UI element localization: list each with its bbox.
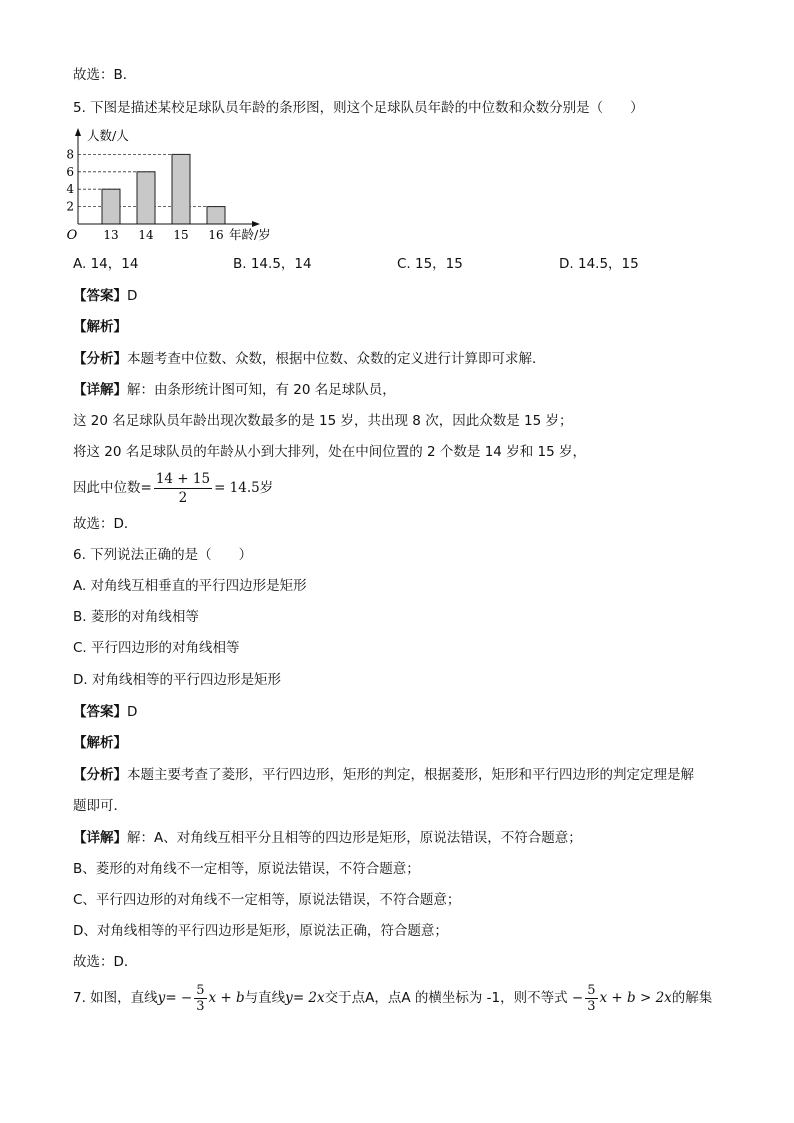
q6-option-b: B. 菱形的对角线相等 <box>73 609 199 625</box>
q7-eq-neg: = − <box>165 990 193 1006</box>
x-tick-label: 16 <box>208 228 224 242</box>
q7-eq2: = 2x <box>292 990 325 1006</box>
q7-text-3: 交于点A，点A 的横坐标为 -1，则不等式 − <box>324 990 584 1006</box>
y-tick-label: 4 <box>66 182 74 197</box>
xiangjie-label: 【详解】 <box>73 830 127 846</box>
q6-fenxi-2: 题即可． <box>73 798 127 814</box>
question-7 <box>73 978 712 1018</box>
q5-answer <box>73 286 137 306</box>
q6-option-c: C. 平行四边形的对角线相等 <box>73 640 240 656</box>
fraction-denominator: 2 <box>178 489 188 506</box>
q7-inequality: x + b > 2x <box>599 990 672 1006</box>
q5-analysis-heading <box>73 317 127 337</box>
q7-fraction <box>194 983 206 1014</box>
q7-y-var-2: y <box>285 990 293 1006</box>
q7-text-4: 的解集 <box>671 990 713 1006</box>
q6-xiangjie-1 <box>73 828 582 848</box>
fenxi-text: 本题主要考查了菱形，平行四边形，矩形的判定，根据菱形，矩形和平行四边形的判定定理是解 <box>127 767 694 783</box>
y-axis-title: 人数/人 <box>87 128 129 143</box>
question-6: 6. 下列说法正确的是（ ） <box>73 547 253 563</box>
x-axis-title: 年龄/岁 <box>229 227 271 242</box>
q5-xiangjie-1 <box>73 380 396 400</box>
x-tick-label: 14 <box>138 228 154 242</box>
q7-text-1: 7. 如图，直线 <box>73 990 158 1006</box>
fenxi-label: 【分析】 <box>73 767 127 783</box>
q7-fraction-numerator: 5 <box>196 982 205 998</box>
y-tick-label: 8 <box>66 147 74 162</box>
q5-option-a: A. 14，14 <box>73 256 139 272</box>
q5-xiangjie-2: 这 20 名足球队员年龄出现次数最多的是 15 岁，共出现 8 次，因此众数是 15 岁； <box>73 413 573 429</box>
q5-fenxi <box>73 349 546 369</box>
y-tick-label: 6 <box>66 164 74 179</box>
origin-label: O <box>66 228 78 243</box>
answer-value: D <box>127 288 138 304</box>
median-fraction <box>154 470 212 507</box>
xiangjie-text: 解：由条形统计图可知，有 20 名足球队员， <box>127 382 396 398</box>
q7-fraction-denominator: 3 <box>196 998 205 1014</box>
analysis-label: 【解析】 <box>73 735 127 751</box>
bar-13 <box>102 189 120 224</box>
xiangjie-label: 【详解】 <box>73 382 127 398</box>
q5-final-choice: 故选：D． <box>73 516 138 532</box>
answer-value: D <box>127 704 138 720</box>
q5-option-d: D. 14.5，15 <box>559 256 639 272</box>
q5-option-b: B. 14.5，14 <box>233 256 312 272</box>
q6-analysis-heading <box>73 733 127 753</box>
q6-fenxi-1 <box>73 765 694 785</box>
bar-14 <box>137 172 155 224</box>
y-tick-label: 2 <box>66 199 74 214</box>
equals-sign: = <box>140 480 152 496</box>
bar-16 <box>207 207 225 224</box>
q7-xb: x + b <box>208 990 245 1006</box>
y-axis-arrow <box>75 128 81 136</box>
q5-option-c: C. 15，15 <box>397 256 463 272</box>
formula-result: = 14.5岁 <box>214 480 274 496</box>
answer-label: 【答案】 <box>73 704 127 720</box>
fraction-numerator: 14 + 15 <box>155 470 211 487</box>
fenxi-label: 【分析】 <box>73 351 127 367</box>
q6-xiangjie-2: B、菱形的对角线不一定相等，原说法错误，不符合题意； <box>73 861 420 877</box>
q7-fraction2-denominator: 3 <box>587 998 596 1014</box>
analysis-label: 【解析】 <box>73 319 127 335</box>
prev-answer-line: 故选：B． <box>73 67 137 83</box>
x-tick-label: 13 <box>103 228 119 242</box>
formula-prefix: 因此中位数 <box>73 480 141 496</box>
age-bar-chart <box>66 124 286 244</box>
q6-xiangjie-3: C、平行四边形的对角线不一定相等，原说法错误，不符合题意； <box>73 892 461 908</box>
q6-xiangjie-4: D、对角线相等的平行四边形是矩形，原说法正确，符合题意； <box>73 923 448 939</box>
fenxi-text: 本题考查中位数、众数，根据中位数、众数的定义进行计算即可求解． <box>127 351 546 367</box>
q5-median-formula <box>73 468 273 508</box>
bar-15 <box>172 154 190 224</box>
q6-answer <box>73 702 137 722</box>
q7-y-var: y <box>157 990 166 1006</box>
q7-text-2: 与直线 <box>244 990 286 1006</box>
q6-final-choice: 故选：D． <box>73 954 138 970</box>
xiangjie-text: 解：A、对角线互相平分且相等的四边形是矩形，原说法错误，不符合题意； <box>127 830 582 846</box>
q5-options <box>73 254 713 274</box>
x-tick-label: 15 <box>173 228 189 242</box>
q7-fraction-2 <box>585 983 597 1014</box>
answer-label: 【答案】 <box>73 288 127 304</box>
q6-option-a: A. 对角线互相垂直的平行四边形是矩形 <box>73 578 307 594</box>
q5-xiangjie-3: 将这 20 名足球队员的年龄从小到大排列，处在中间位置的 2 个数是 14 岁和 15 岁， <box>73 444 586 460</box>
question-5: 5. 下图是描述某校足球队员年龄的条形图，则这个足球队员年龄的中位数和众数分别是（ ） <box>73 100 644 116</box>
q6-option-d: D. 对角线相等的平行四边形是矩形 <box>73 672 281 688</box>
q7-fraction2-numerator: 5 <box>587 982 596 998</box>
